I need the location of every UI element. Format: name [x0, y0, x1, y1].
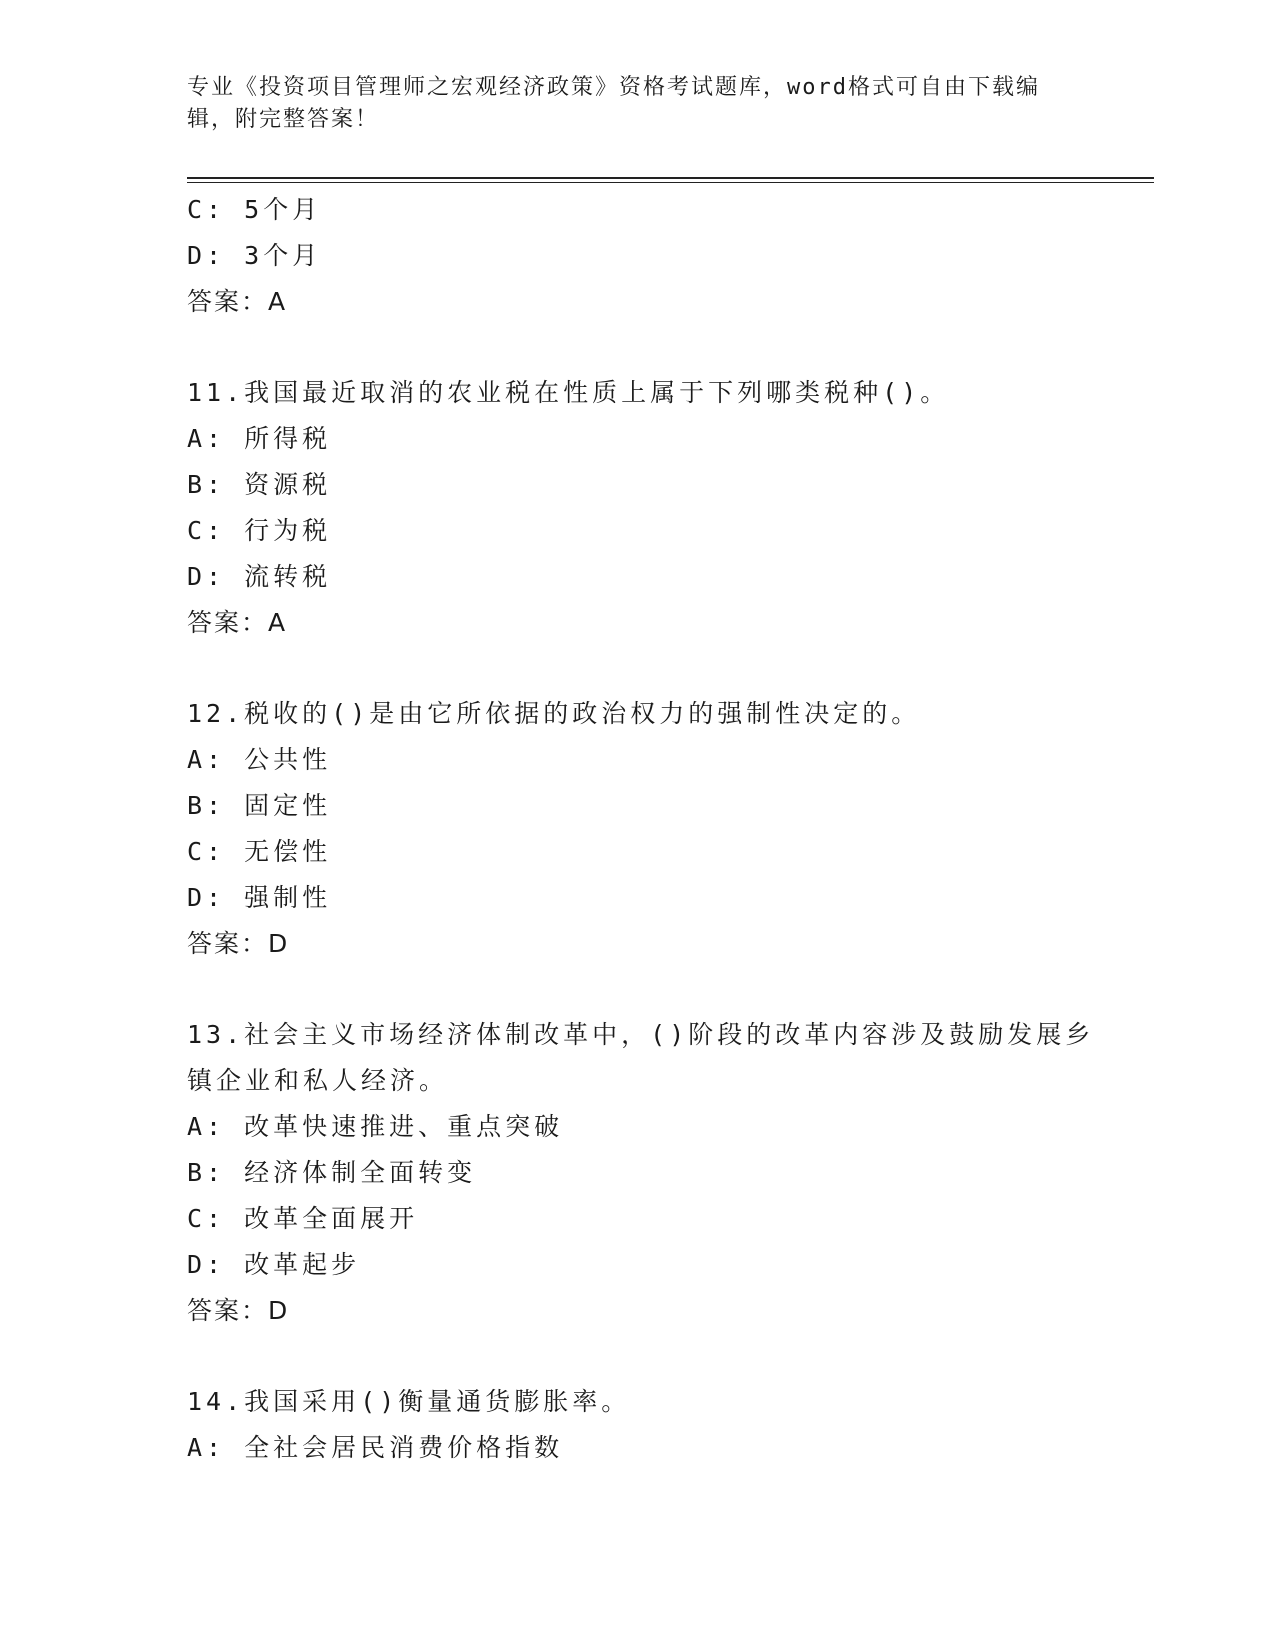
option-c: C: 5个月: [187, 195, 322, 224]
document-header: 专业《投资项目管理师之宏观经济政策》资格考试题库，word格式可自由下载编辑，附完整答案！: [187, 75, 1040, 132]
spacer: [187, 1334, 1087, 1379]
question-13-option-d: D: 改革起步: [187, 1250, 361, 1279]
question-13-option-b: B: 经济体制全面转变: [187, 1158, 477, 1187]
question-12-text: 12.税收的()是由它所依据的政治权力的强制性决定的。: [187, 699, 921, 728]
question-11-option-b: B: 资源税: [187, 470, 332, 499]
answer-line: 答案：A: [187, 287, 288, 316]
question-13-option-c: C: 改革全面展开: [187, 1204, 419, 1233]
question-12-option-c: C: 无偿性: [187, 837, 332, 866]
question-11-option-c: C: 行为税: [187, 516, 332, 545]
question-12-option-b: B: 固定性: [187, 791, 332, 820]
option-d: D: 3个月: [187, 241, 322, 270]
header-divider: [187, 177, 1154, 183]
question-11-text: 11.我国最近取消的农业税在性质上属于下列哪类税种()。: [187, 378, 950, 407]
spacer: [187, 646, 1087, 691]
question-11-answer: 答案：A: [187, 608, 288, 637]
question-12-answer: 答案：D: [187, 929, 290, 958]
question-11-option-a: A: 所得税: [187, 424, 332, 453]
question-14-option-a: A: 全社会居民消费价格指数: [187, 1433, 564, 1462]
question-13-option-a: A: 改革快速推进、重点突破: [187, 1112, 564, 1141]
question-12-option-d: D: 强制性: [187, 883, 332, 912]
spacer: [187, 967, 1087, 1012]
question-13-text-line2: 镇企业和私人经济。: [187, 1066, 449, 1095]
question-12-option-a: A: 公共性: [187, 745, 332, 774]
document-body: [187, 187, 1095, 1471]
question-14-text: 14.我国采用()衡量通货膨胀率。: [187, 1387, 631, 1416]
question-13-answer: 答案：D: [187, 1296, 290, 1325]
question-13-text-line1: 13.社会主义市场经济体制改革中，()阶段的改革内容涉及鼓励发展乡: [187, 1020, 1095, 1049]
question-11-option-d: D: 流转税: [187, 562, 332, 591]
spacer: [187, 325, 1087, 370]
